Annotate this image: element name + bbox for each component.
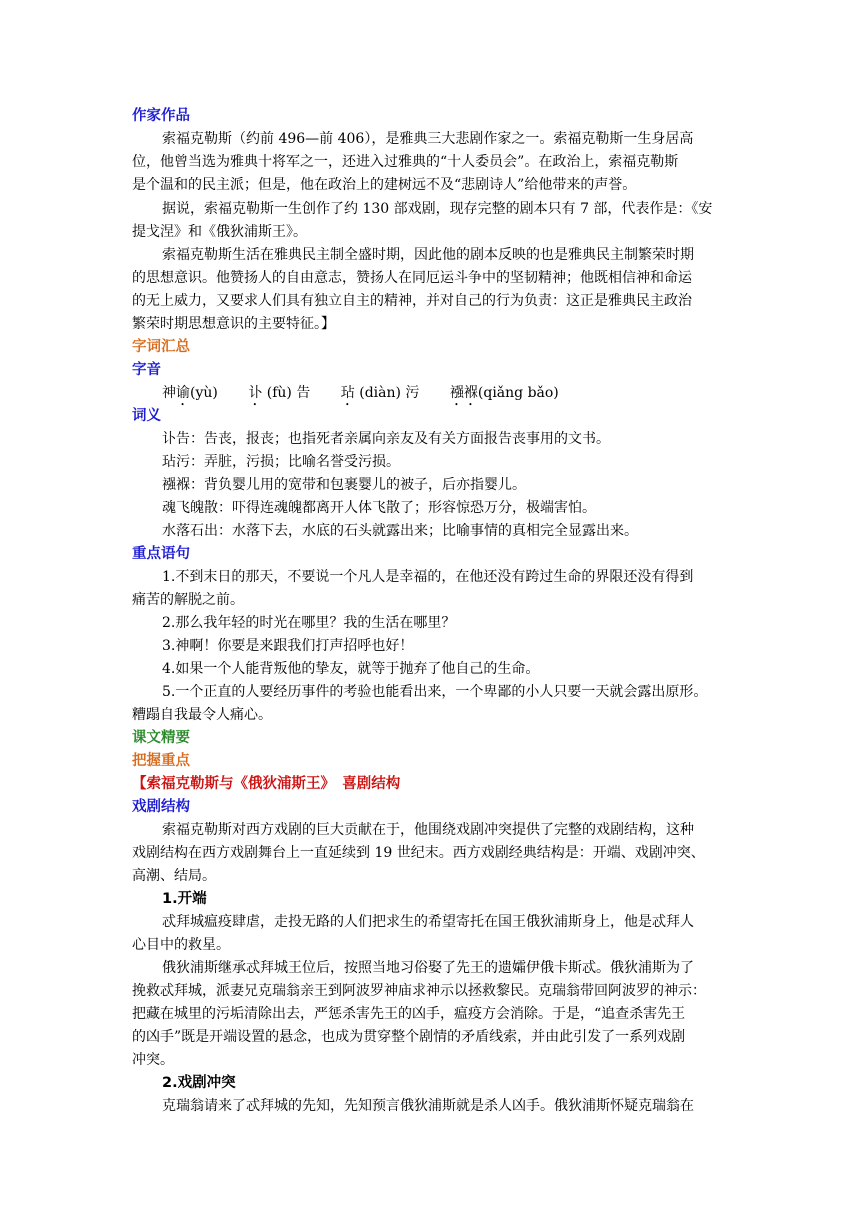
meaning-item: 讣告：告丧，报丧；也指死者亲属向亲友及有关方面报告丧事用的文书。: [162, 431, 610, 447]
paragraph-line: 把藏在城里的污垢清除出去，严惩杀害先王的凶手，瘟疫方会消除。于是，“追查杀害先王: [132, 1006, 686, 1022]
paragraph-line: 的凶手”既是开端设置的悬念，也成为贯穿整个剧情的矛盾线索，并由此引发了一系列戏剧: [132, 1029, 686, 1045]
part-heading-conflict: 2.戏剧冲突: [162, 1075, 236, 1091]
pronunciation-item: 襁褓(qiǎng bǎo): [449, 385, 559, 401]
paragraph-line: 是个温和的民主派；但是，他在政治上的建树远不及“悲剧诗人”给他带来的声誉。: [132, 177, 637, 193]
quote-line: 2.那么我年轻的时光在哪里？我的生活在哪里？: [162, 615, 456, 631]
paragraph-line: 戏剧结构在西方戏剧舞台上一直延续到 19 世纪末。西方戏剧经典结构是：开端、戏剧冲突、: [132, 845, 705, 861]
subheading-meaning: 词义: [132, 408, 161, 424]
quote-line: 3.神啊！你要是来跟我们打声招呼也好！: [162, 638, 414, 654]
quote-line: 痛苦的解脱之前。: [132, 592, 244, 608]
subheading-structure: 戏剧结构: [132, 799, 190, 815]
quote-line: 糟蹋自我最令人痛心。: [132, 707, 272, 723]
pronunciation-row: [162, 385, 559, 409]
meaning-item: 襁褓：背负婴儿用的宽带和包裹婴儿的被子，后亦指婴儿。: [162, 477, 526, 493]
paragraph-line: 心目中的救星。: [132, 937, 230, 953]
meaning-item: 水落石出：水落下去，水底的石头就露出来；比喻事情的真相完全显露出来。: [162, 523, 638, 539]
paragraph-line: 提戈涅》和《俄狄浦斯王》。: [132, 224, 307, 240]
pronunciation-item: 讣 (fù) 告: [248, 385, 311, 401]
subheading-focus: 把握重点: [132, 753, 190, 769]
paragraph-line: 据说，索福克勒斯一生创作了约 130 部戏剧，现存完整的剧本只有 7 部，代表作是：《安: [162, 201, 713, 217]
meaning-item: 玷污：弄脏，污损；比喻名誉受污损。: [162, 454, 400, 470]
paragraph-line: 的无上威力，又要求人们具有独立自主的精神，并对自己的行为负责：这正是雅典民主政治: [132, 293, 692, 309]
paragraph-line: 俄狄浦斯继承忒拜城王位后，按照当地习俗娶了先王的遗孀伊俄卡斯忒。俄狄浦斯为了: [162, 960, 694, 976]
paragraph-line: 索福克勒斯生活在雅典民主制全盛时期，因此他的剧本反映的也是雅典民主制繁荣时期: [162, 247, 694, 263]
paragraph-line: 冲突。: [132, 1052, 174, 1068]
section-heading-words: 字词汇总: [132, 339, 190, 355]
quote-line: 1.不到末日的那天，不要说一个凡人是幸福的，在他还没有跨过生命的界限还没有得到: [162, 569, 694, 585]
pronunciation-item: 神谕(yù): [162, 385, 218, 401]
paragraph-line: 忒拜城瘟疫肆虐，走投无路的人们把求生的希望寄托在国王俄狄浦斯身上，他是忒拜人: [162, 914, 694, 930]
paragraph-line: 克瑞翁请来了忒拜城的先知，先知预言俄狄浦斯就是杀人凶手。俄狄浦斯怀疑克瑞翁在: [162, 1098, 694, 1114]
subheading-pronunciation: 字音: [132, 362, 161, 378]
paragraph-line: 的思想意识。他赞扬人的自由意志，赞扬人在同厄运斗争中的坚韧精神；他既相信神和命运: [132, 270, 692, 286]
pronunciation-item: 玷 (diàn) 污: [340, 385, 420, 401]
paragraph-line: 挽救忒拜城，派妻兄克瑞翁亲王到阿波罗神庙求神示以拯救黎民。克瑞翁带回阿波罗的神示：: [132, 983, 706, 999]
paragraph-line: 繁荣时期思想意识的主要特征。】: [132, 316, 335, 332]
meaning-item: 魂飞魄散：吓得连魂魄都离开人体飞散了；形容惊恐万分，极端害怕。: [162, 500, 596, 516]
section-heading-text: 课文精要: [132, 730, 190, 746]
quote-line: 5.一个正直的人要经历事件的考验也能看出来，一个卑鄙的小人只要一天就会露出原形。: [162, 684, 708, 700]
paragraph-line: 索福克勒斯对西方戏剧的巨大贡献在于，他围绕戏剧冲突提供了完整的戏剧结构，这种: [162, 822, 694, 838]
paragraph-line: 索福克勒斯（约前 496—前 406），是雅典三大悲剧作家之一。索福克勒斯一生身居高: [162, 131, 694, 147]
section-heading-quotes: 重点语句: [132, 546, 190, 562]
topic-heading: 【索福克勒斯与《俄狄浦斯王》 喜剧结构: [132, 776, 401, 792]
paragraph-line: 高潮、结局。: [132, 868, 216, 884]
part-heading-opening: 1.开端: [162, 891, 207, 907]
paragraph-line: 位，他曾当选为雅典十将军之一，还进入过雅典的“十人委员会”。在政治上，索福克勒斯: [132, 154, 679, 170]
quote-line: 4.如果一个人能背叛他的挚友，就等于抛弃了他自己的生命。: [162, 661, 540, 677]
section-heading-writer: 作家作品: [132, 108, 190, 124]
